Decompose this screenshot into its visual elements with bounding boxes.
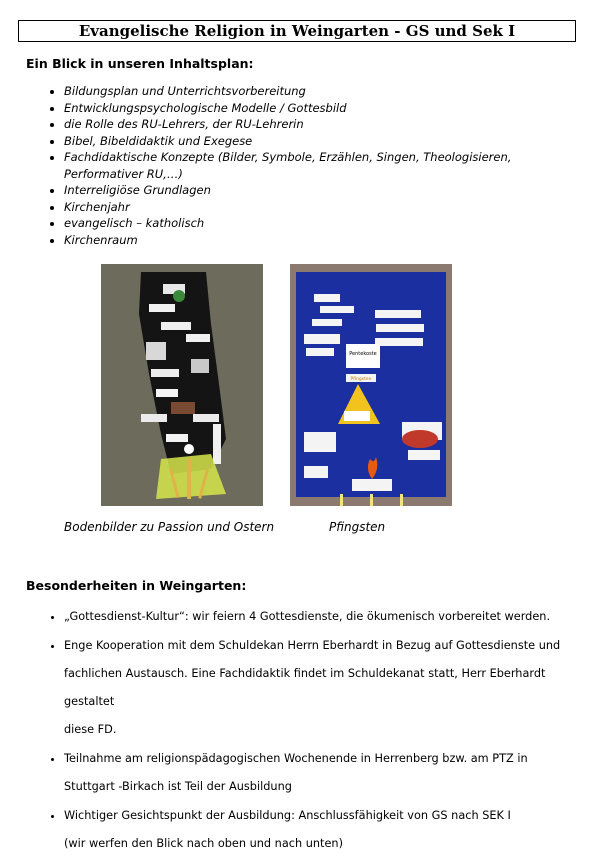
list-item: • Bildungsplan und Unterrichtsvorbereitung — [64, 83, 584, 100]
list-item-line: diese FD. — [64, 723, 117, 736]
section-heading-inhaltsplan: Ein Blick in unseren Inhaltsplan: — [26, 56, 254, 71]
list-item-line: • „Gottesdienst-Kultur“: wir feiern 4 Gottesdienste, die ökumenisch vorbereitet werden. — [64, 610, 551, 623]
section-heading-besonderheiten: Besonderheiten in Weingarten: — [26, 578, 247, 593]
page-title: Evangelische Religion in Weingarten - GS und Sek I — [18, 20, 576, 42]
photo-caption-pfingsten: Pfingsten — [329, 520, 386, 534]
list-item — [64, 802, 589, 858]
list-item: • die Rolle des RU-Lehrers, der RU-Lehrerin — [64, 116, 584, 133]
pentekoste-label: Pentekoste — [349, 351, 377, 357]
pfingsten-label: Pfingsten — [350, 377, 372, 382]
list-item: • Kirchenjahr — [64, 199, 584, 216]
besonderheiten-list — [42, 603, 589, 859]
list-item-line: (wir werfen den Blick nach oben und nach unten) — [64, 837, 343, 850]
list-item: • Entwicklungspsychologische Modelle / Gottesbild — [64, 100, 584, 117]
list-item: • evangelisch – katholisch — [64, 215, 584, 232]
photo-caption-passion: Bodenbilder zu Passion und Ostern — [64, 520, 275, 534]
list-item: • Interreligiöse Grundlagen — [64, 182, 584, 199]
list-item-line: • Wichtiger Gesichtspunkt der Ausbildung: Anschlussfähigkeit von GS nach SEK I — [64, 809, 511, 822]
list-item — [64, 603, 589, 631]
list-item — [64, 745, 589, 801]
pfingsten-photo — [290, 264, 452, 506]
bodenbild-photo — [101, 264, 263, 506]
list-item-line: fachlichen Austausch. Eine Fachdidaktik findet im Schuldekanat statt, Herr Eberhardt gestaltet — [64, 667, 546, 708]
list-item — [64, 632, 589, 744]
list-item-line: • Teilnahme am religionspädagogischen Wochenende in Herrenberg bzw. am PTZ in — [64, 752, 528, 765]
inhaltsplan-list — [42, 83, 584, 248]
list-item-line: Stuttgart -Birkach ist Teil der Ausbildung — [64, 780, 292, 793]
list-item: • Fachdidaktische Konzepte (Bilder, Symbole, Erzählen, Singen, Theologisieren, Performativer RU,…) — [64, 149, 584, 182]
list-item: • Bibel, Bibeldidaktik und Exegese — [64, 133, 584, 150]
list-item-line: • Enge Kooperation mit dem Schuldekan Herrn Eberhardt in Bezug auf Gottesdienste und — [64, 639, 561, 652]
list-item: • Kirchenraum — [64, 232, 584, 249]
